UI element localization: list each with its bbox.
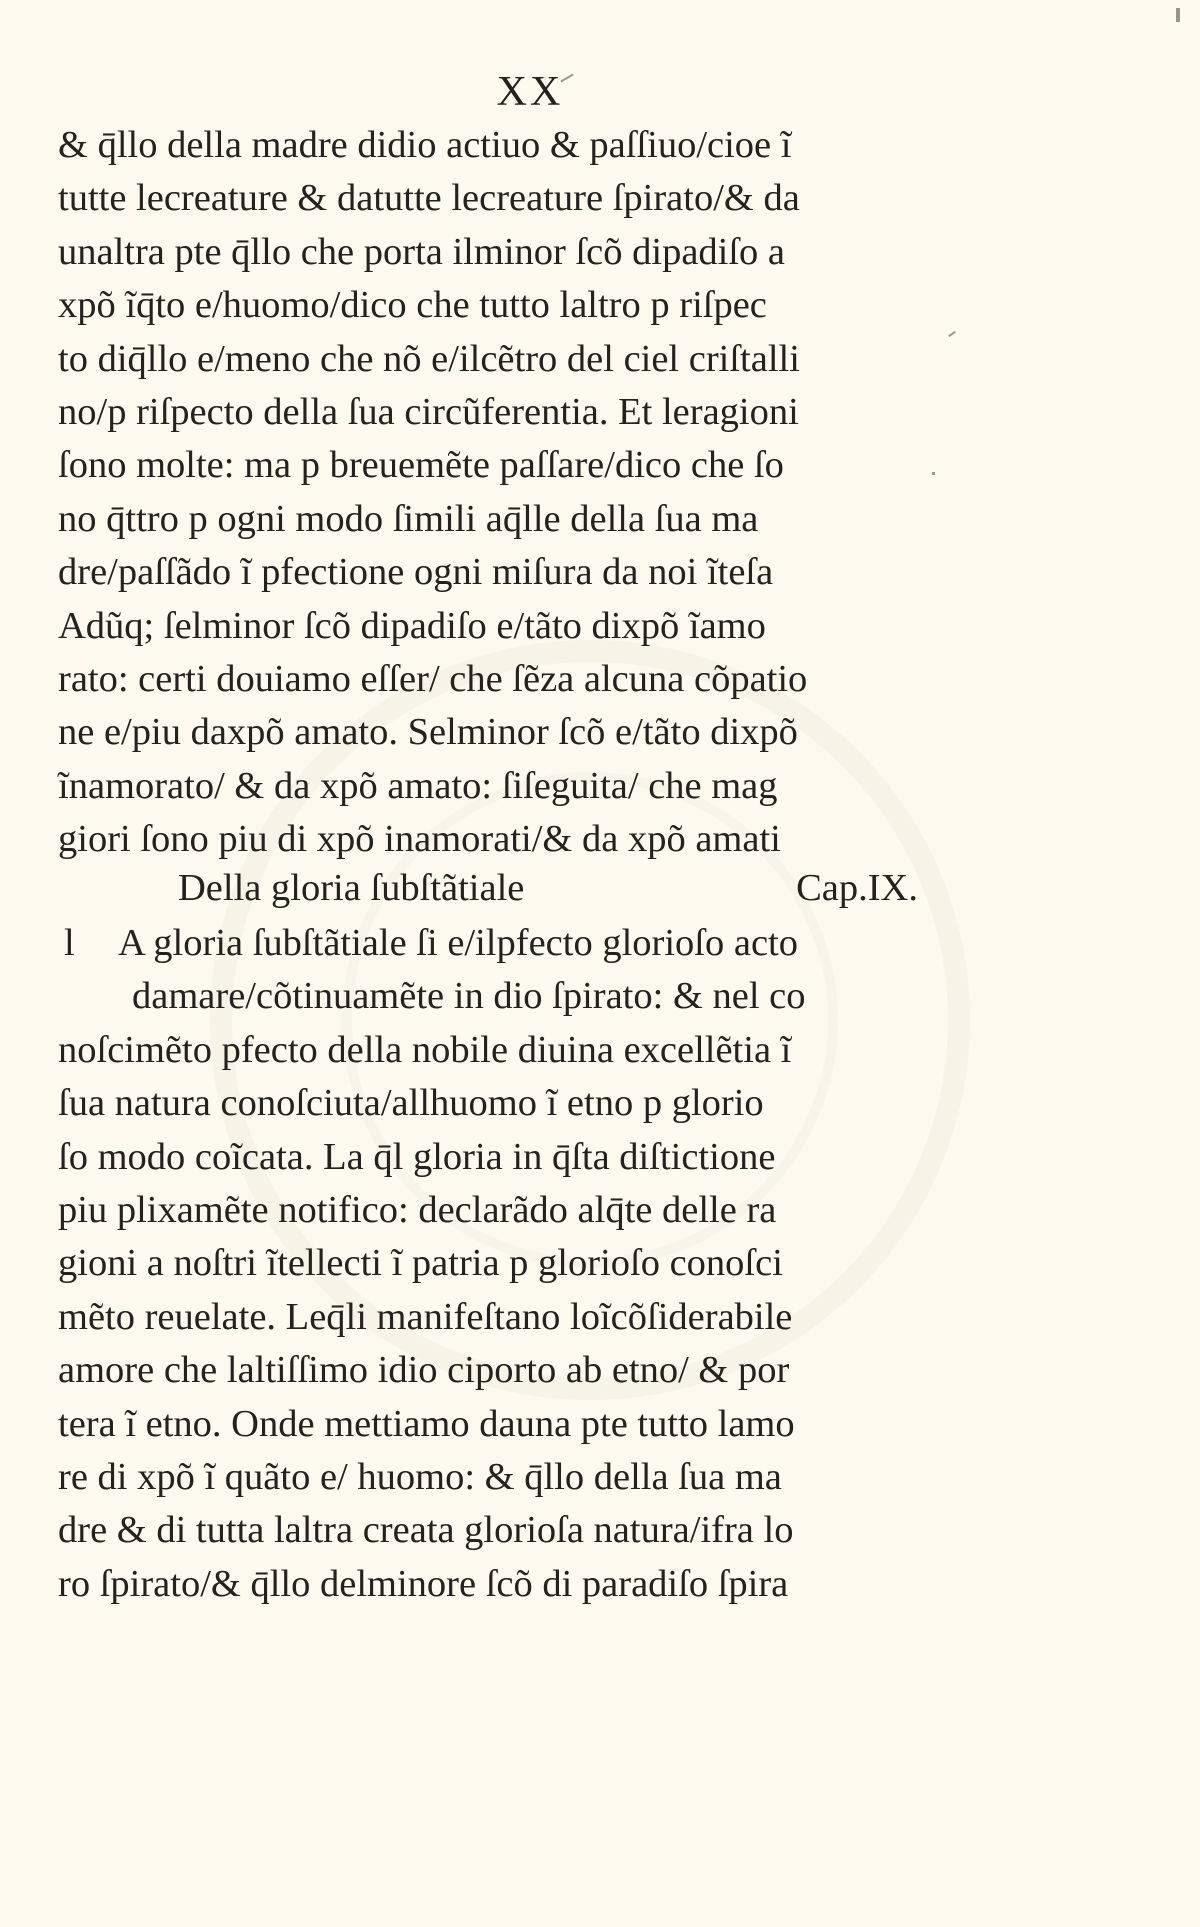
text-line: ſono molte: ma p breuemẽte paſſare/dico che ſo	[58, 444, 784, 487]
text-line: noſcimẽto pfecto della nobile diuina excellẽtia ĩ	[58, 1028, 792, 1071]
text-line: giori ſono piu di xpõ inamorati/& da xpõ amati	[58, 818, 781, 861]
page-number: XX	[496, 69, 564, 115]
text-line: A gloria ſubſtãtiale ſi e/ilpfecto glorioſo acto	[118, 922, 798, 964]
text-line: xpõ ĩq̄to e/huomo/dico che tutto laltro p riſpec	[58, 284, 767, 327]
text-line: no/p riſpecto della ſua circũferentia. Et leragioni	[58, 391, 799, 433]
guide-letter: l	[64, 922, 75, 964]
text-line: dre & di tutta laltra creata glorioſa natura/ifra lo	[58, 1509, 794, 1552]
paper-speck	[932, 472, 935, 475]
text-line: ĩnamorato/ & da xpõ amato: ſiſeguita/ che mag	[58, 764, 778, 807]
text-line: mẽto reuelate. Leq̄li manifeſtano loĩcõſiderabile	[58, 1295, 793, 1338]
text-line: amore che laltiſſimo idio ciporto ab etno/ & por	[58, 1349, 790, 1392]
text-line: ſua natura conoſciuta/allhuomo ĩ etno p glorio	[58, 1082, 764, 1125]
text-line: unaltra pte q̄llo che porta ilminor ſcõ dipadiſo a	[58, 230, 786, 273]
text-line: Adũq; ſelminor ſcõ dipadiſo e/tãto dixpõ ĩamo	[58, 604, 766, 647]
text-line: & q̄llo della madre didio actiuo & paſſiuo/cioe ĩ	[58, 124, 792, 166]
chapter-heading	[178, 863, 918, 913]
text-line: ne e/piu daxpõ amato. Selminor ſcõ e/tãto dixpõ	[58, 711, 798, 754]
text-line: to diq̄llo e/meno che nõ e/ilcẽtro del ciel criſtalli	[58, 337, 800, 380]
text-line: tera ĩ etno. Onde mettiamo dauna pte tutto lamo	[58, 1402, 795, 1445]
chapter-number: Cap.IX.	[796, 867, 918, 909]
text-line: gioni a noſtri ĩtellecti ĩ patria p glorioſo conoſci	[58, 1242, 783, 1285]
text-line: rato: certi douiamo eſſer/ che ſẽza alcuna cõpatio	[58, 658, 808, 700]
text-line: piu plixamẽte notifico: declarãdo alq̄te delle ra	[58, 1189, 777, 1231]
text-line: tutte lecreature & datutte lecreature ſpirato/& da	[58, 177, 800, 220]
text-line: re di xpõ ĩ quãto e/ huomo: & q̄llo della ſua ma	[58, 1456, 782, 1498]
text-line: ſo modo coĩcata. La q̄l gloria in q̄ſta diſtictione	[58, 1135, 776, 1178]
paper-speck	[948, 331, 956, 337]
text-line: damare/cõtinuamẽte in dio ſpirato: & nel co	[132, 975, 806, 1018]
text-line: no q̄ttro p ogni modo ſimili aq̄lle della ſua ma	[58, 497, 759, 540]
paper-speck	[1176, 8, 1180, 22]
text-line: ro ſpirato/& q̄llo delminore ſcõ di paradiſo ſpira	[58, 1562, 789, 1605]
text-line: dre/paſſãdo ĩ pfectione ogni miſura da noi ĩteſa	[58, 551, 774, 594]
chapter-title: Della gloria ſubſtãtiale	[178, 867, 525, 909]
